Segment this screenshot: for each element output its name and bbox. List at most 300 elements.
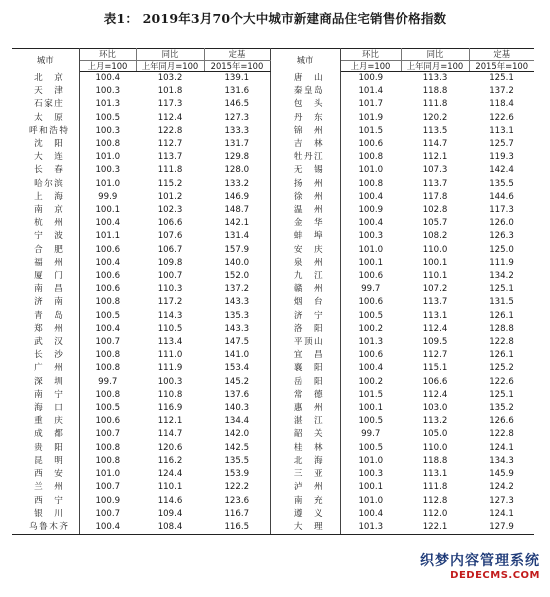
huanbi-cell-right: 100.9 xyxy=(358,205,384,216)
dingji-cell-left: 116.7 xyxy=(204,508,270,521)
tongbi-cell-left: 110.8 xyxy=(157,389,183,400)
table-row xyxy=(12,336,534,349)
table-row xyxy=(12,112,534,125)
table-row xyxy=(12,178,534,191)
huanbi-cell-right: 99.7 xyxy=(361,429,381,440)
city-name-cell-right: 吉 林 xyxy=(270,138,340,151)
table-row xyxy=(12,455,534,468)
table-row xyxy=(12,415,534,428)
tongbi-cell-left: 115.2 xyxy=(157,178,183,189)
city-name-cell-right: 洛 阳 xyxy=(270,323,340,336)
huanbi-cell-left: 100.8 xyxy=(95,455,121,466)
city-name-cell-left: 福 州 xyxy=(12,257,79,270)
dingji-cell-right: 124.1 xyxy=(489,508,514,519)
table-row xyxy=(12,376,534,389)
table-row xyxy=(12,257,534,270)
table-body xyxy=(12,72,534,535)
dingji-cell-right: 134.2 xyxy=(489,271,514,282)
city-name-cell-left: 兰 州 xyxy=(12,481,79,494)
dingji-cell-right: 119.3 xyxy=(489,152,514,163)
huanbi-cell-left: 100.7 xyxy=(95,429,121,440)
huanbi-cell-right: 101.0 xyxy=(358,495,384,506)
table-row xyxy=(12,442,534,455)
tongbi-cell-right: 112.8 xyxy=(422,495,448,506)
dingji-cell-left: 146.5 xyxy=(204,98,270,111)
dingji-cell-left: 131.7 xyxy=(204,138,270,151)
dingji-header-right: 定基 xyxy=(469,49,534,61)
tongbi-cell-right: 108.2 xyxy=(422,231,448,242)
city-name-cell-left: 银 川 xyxy=(12,508,79,521)
tongbi-cell-right: 112.4 xyxy=(422,389,448,400)
tongbi-cell-left: 100.7 xyxy=(157,271,183,282)
huanbi-cell-right: 100.6 xyxy=(358,297,384,308)
dingji-cell-left: 139.1 xyxy=(204,72,270,86)
city-name-cell-right: 蚌 埠 xyxy=(270,230,340,243)
huanbi-cell-right: 100.2 xyxy=(358,376,384,387)
dingji-cell-right: 128.8 xyxy=(489,323,514,334)
huanbi-cell-right: 100.6 xyxy=(358,271,384,282)
huanbi-cell-right: 101.0 xyxy=(358,165,384,176)
dingji-cell-right: 126.6 xyxy=(489,416,514,427)
city-name-cell-right: 九 江 xyxy=(270,270,340,283)
huanbi-cell-left: 100.8 xyxy=(95,297,121,308)
city-name-cell-left: 海 口 xyxy=(12,402,79,415)
huanbi-cell-left: 100.6 xyxy=(95,244,121,255)
tongbi-cell-left: 116.9 xyxy=(157,403,183,414)
dingji-cell-left: 131.6 xyxy=(204,85,270,98)
huanbi-cell-left: 100.3 xyxy=(95,165,121,176)
dingji-cell-left: 147.5 xyxy=(204,336,270,349)
dingji-cell-right: 125.1 xyxy=(489,73,514,83)
dingji-cell-left: 127.3 xyxy=(204,112,270,125)
huanbi-cell-right: 100.9 xyxy=(358,73,384,83)
table-row xyxy=(12,481,534,494)
tongbi-cell-right: 110.0 xyxy=(422,244,448,255)
tongbi-cell-right: 112.4 xyxy=(422,323,448,334)
dingji-header-left: 定基 xyxy=(204,49,270,61)
tongbi-cell-right: 113.7 xyxy=(422,297,448,308)
huanbi-cell-right: 100.5 xyxy=(358,416,384,427)
huanbi-cell-right: 99.7 xyxy=(361,284,381,295)
dingji-sub-right: 2015年=100 xyxy=(469,61,534,72)
huanbi-cell-left: 100.5 xyxy=(95,310,121,321)
city-name-cell-right: 南 充 xyxy=(270,495,340,508)
tongbi-cell-right: 112.1 xyxy=(422,152,448,163)
huanbi-cell-left: 100.7 xyxy=(95,337,121,348)
dingji-cell-right: 144.6 xyxy=(489,191,514,202)
tongbi-cell-left: 106.6 xyxy=(157,218,183,229)
city-name-cell-right: 唐 山 xyxy=(270,72,340,86)
watermark-title: 织梦内容管理系统 xyxy=(420,553,540,569)
city-name-cell-left: 重 庆 xyxy=(12,415,79,428)
table-row xyxy=(12,230,534,243)
huanbi-cell-left: 100.4 xyxy=(79,521,136,535)
dingji-cell-left: 140.3 xyxy=(204,402,270,415)
tongbi-cell-left: 110.5 xyxy=(157,323,183,334)
dingji-cell-right: 125.1 xyxy=(489,389,514,400)
city-name-cell-right: 烟 台 xyxy=(270,296,340,309)
dingji-cell-left: 157.9 xyxy=(204,244,270,257)
city-name-cell-left: 大 连 xyxy=(12,151,79,164)
dingji-cell-right: 145.9 xyxy=(489,469,514,480)
huanbi-cell-right: 101.3 xyxy=(340,521,401,535)
tongbi-cell-left: 117.2 xyxy=(157,297,183,308)
tongbi-cell-left: 102.3 xyxy=(157,205,183,216)
table-row xyxy=(12,191,534,204)
table-row xyxy=(12,389,534,402)
dingji-cell-left: 137.2 xyxy=(204,283,270,296)
tongbi-cell-left: 116.2 xyxy=(157,455,183,466)
huanbi-cell-right: 100.4 xyxy=(358,363,384,374)
huanbi-cell-left: 100.3 xyxy=(95,86,121,97)
dingji-cell-left: 137.6 xyxy=(204,389,270,402)
huanbi-cell-left: 101.3 xyxy=(95,99,121,110)
huanbi-cell-right: 100.4 xyxy=(358,508,384,519)
huanbi-cell-right: 101.0 xyxy=(358,244,384,255)
city-name-cell-left: 青 岛 xyxy=(12,310,79,323)
tongbi-cell-left: 107.6 xyxy=(157,231,183,242)
tongbi-cell-right: 114.7 xyxy=(422,139,448,150)
huanbi-cell-left: 100.6 xyxy=(95,271,121,282)
huanbi-cell-left: 101.0 xyxy=(95,178,121,189)
tongbi-cell-right: 113.1 xyxy=(422,310,448,321)
city-name-cell-right: 秦皇岛 xyxy=(270,85,340,98)
tongbi-cell-left: 111.9 xyxy=(157,363,183,374)
table-row xyxy=(12,138,534,151)
huanbi-cell-right: 101.7 xyxy=(358,99,384,110)
dingji-cell-right: 124.1 xyxy=(489,442,514,453)
dingji-cell-right: 126.3 xyxy=(489,231,514,242)
huanbi-cell-left: 100.8 xyxy=(95,350,121,361)
city-name-cell-left: 贵 阳 xyxy=(12,442,79,455)
huanbi-cell-left: 100.9 xyxy=(95,495,121,506)
dingji-cell-left: 133.3 xyxy=(204,125,270,138)
city-name-cell-right: 三 亚 xyxy=(270,468,340,481)
tongbi-cell-right: 107.3 xyxy=(422,165,448,176)
city-name-cell-left: 上 海 xyxy=(12,191,79,204)
tongbi-cell-right: 110.1 xyxy=(422,271,448,282)
huanbi-cell-right: 101.0 xyxy=(358,455,384,466)
huanbi-cell-left: 100.6 xyxy=(95,416,121,427)
city-name-cell-left: 济 南 xyxy=(12,296,79,309)
tongbi-cell-right: 107.2 xyxy=(422,284,448,295)
huanbi-cell-left: 100.7 xyxy=(95,482,121,493)
tongbi-cell-left: 117.3 xyxy=(157,99,183,110)
dingji-cell-right: 142.4 xyxy=(489,165,514,176)
tongbi-sub-right: 上年同月=100 xyxy=(401,61,469,72)
table-row xyxy=(12,402,534,415)
city-name-cell-left: 太 原 xyxy=(12,112,79,125)
tongbi-header-left: 同比 xyxy=(136,49,204,61)
huanbi-cell-left: 100.8 xyxy=(95,139,121,150)
tongbi-cell-left: 101.2 xyxy=(157,191,183,202)
table-row xyxy=(12,217,534,230)
table-title: 表1： 2019年3月70个大中城市新建商品住宅销售价格指数 xyxy=(103,11,447,26)
dingji-cell-left: 134.4 xyxy=(204,415,270,428)
huanbi-cell-right: 100.8 xyxy=(358,178,384,189)
huanbi-sub-left: 上月=100 xyxy=(79,61,136,72)
city-name-cell-left: 石家庄 xyxy=(12,98,79,111)
city-name-cell-right: 宜 昌 xyxy=(270,349,340,362)
table-row xyxy=(12,85,534,98)
city-name-cell-right: 韶 关 xyxy=(270,428,340,441)
city-name-cell-left: 深 圳 xyxy=(12,376,79,389)
city-name-cell-right: 扬 州 xyxy=(270,178,340,191)
tongbi-cell-left: 106.7 xyxy=(157,244,183,255)
tongbi-cell-left: 114.3 xyxy=(157,310,183,321)
tongbi-cell-right: 109.5 xyxy=(422,337,448,348)
city-name-cell-left: 天 津 xyxy=(12,85,79,98)
tongbi-cell-right: 120.2 xyxy=(422,112,448,123)
table-row xyxy=(12,98,534,111)
dingji-cell-left: 116.5 xyxy=(204,521,270,535)
city-name-cell-right: 泸 州 xyxy=(270,481,340,494)
city-name-cell-left: 沈 阳 xyxy=(12,138,79,151)
tongbi-cell-right: 118.8 xyxy=(422,455,448,466)
tongbi-cell-right: 117.8 xyxy=(422,191,448,202)
table-row xyxy=(12,468,534,481)
city-name-cell-left: 合 肥 xyxy=(12,244,79,257)
tongbi-cell-right: 100.1 xyxy=(422,257,448,268)
huanbi-header-left: 环比 xyxy=(79,49,136,61)
tongbi-cell-right: 113.5 xyxy=(422,125,448,136)
huanbi-cell-right: 100.1 xyxy=(358,403,384,414)
dingji-cell-left: 133.2 xyxy=(204,178,270,191)
dingji-cell-left: 122.2 xyxy=(204,481,270,494)
tongbi-cell-right: 103.0 xyxy=(422,403,448,414)
tongbi-cell-left: 109.4 xyxy=(157,508,183,519)
table-row xyxy=(12,349,534,362)
tongbi-cell-right: 113.3 xyxy=(422,73,448,83)
huanbi-cell-right: 101.9 xyxy=(358,112,384,123)
table-row xyxy=(12,125,534,138)
city-name-cell-left: 西 安 xyxy=(12,468,79,481)
dingji-cell-left: 129.8 xyxy=(204,151,270,164)
city-name-cell-right: 惠 州 xyxy=(270,402,340,415)
huanbi-cell-left: 100.4 xyxy=(95,73,121,83)
city-name-cell-left: 长 春 xyxy=(12,164,79,177)
table-row xyxy=(12,270,534,283)
city-name-cell-right: 北 海 xyxy=(270,455,340,468)
huanbi-cell-left: 100.3 xyxy=(95,125,121,136)
city-name-cell-right: 牡丹江 xyxy=(270,151,340,164)
table-row xyxy=(12,151,534,164)
dingji-cell-right: 127.3 xyxy=(489,495,514,506)
huanbi-sub-right: 上月=100 xyxy=(340,61,401,72)
dingji-cell-left: 135.3 xyxy=(204,310,270,323)
huanbi-cell-left: 100.8 xyxy=(95,389,121,400)
huanbi-cell-right: 100.6 xyxy=(358,350,384,361)
table-row xyxy=(12,495,534,508)
huanbi-cell-right: 100.5 xyxy=(358,310,384,321)
tongbi-cell-right: 113.7 xyxy=(422,178,448,189)
huanbi-cell-right: 100.4 xyxy=(358,218,384,229)
city-name-cell-right: 安 庆 xyxy=(270,244,340,257)
dingji-cell-right: 122.6 xyxy=(489,376,514,387)
dingji-cell-right: 131.5 xyxy=(489,297,514,308)
dingji-cell-left: 131.4 xyxy=(204,230,270,243)
city-name-cell-left: 哈尔滨 xyxy=(12,178,79,191)
tongbi-cell-left: 101.8 xyxy=(157,86,183,97)
huanbi-cell-left: 100.8 xyxy=(95,363,121,374)
huanbi-cell-right: 100.5 xyxy=(358,442,384,453)
dingji-cell-left: 148.7 xyxy=(204,204,270,217)
tongbi-cell-right: 118.8 xyxy=(422,86,448,97)
table-row xyxy=(12,323,534,336)
table-row xyxy=(12,310,534,323)
watermark-domain: DEDECMS.COM xyxy=(450,570,540,581)
price-index-table xyxy=(12,48,534,535)
tongbi-cell-left: 112.1 xyxy=(157,416,183,427)
huanbi-cell-right: 100.3 xyxy=(358,231,384,242)
tongbi-cell-left: 114.6 xyxy=(157,495,183,506)
huanbi-cell-right: 100.6 xyxy=(358,139,384,150)
city-name-cell-right: 大 理 xyxy=(270,521,340,535)
city-name-cell-right: 徐 州 xyxy=(270,191,340,204)
tongbi-cell-left: 111.8 xyxy=(157,165,183,176)
tongbi-cell-right: 111.8 xyxy=(422,482,448,493)
huanbi-cell-left: 100.5 xyxy=(95,403,121,414)
huanbi-cell-left: 101.0 xyxy=(95,152,121,163)
huanbi-cell-left: 100.4 xyxy=(95,218,121,229)
tongbi-cell-right: 105.7 xyxy=(422,218,448,229)
dingji-cell-left: 123.6 xyxy=(204,495,270,508)
city-name-cell-left: 广 州 xyxy=(12,362,79,375)
dingji-cell-right: 137.2 xyxy=(489,86,514,97)
city-name-cell-left: 宁 波 xyxy=(12,230,79,243)
city-name-cell-right: 襄 阳 xyxy=(270,362,340,375)
tongbi-cell-right: 113.2 xyxy=(422,416,448,427)
city-name-cell-left: 南 昌 xyxy=(12,283,79,296)
table-row xyxy=(12,204,534,217)
dingji-cell-left: 145.2 xyxy=(204,376,270,389)
tongbi-cell-left: 113.7 xyxy=(157,152,183,163)
city-name-cell-left: 乌鲁木齐 xyxy=(12,521,79,535)
city-name-cell-right: 赣 州 xyxy=(270,283,340,296)
dingji-cell-right: 117.3 xyxy=(489,205,514,216)
tongbi-cell-right: 122.1 xyxy=(401,521,469,535)
tongbi-cell-left: 113.4 xyxy=(157,337,183,348)
city-name-cell-left: 昆 明 xyxy=(12,455,79,468)
table-row xyxy=(12,296,534,309)
city-name-cell-left: 郑 州 xyxy=(12,323,79,336)
huanbi-cell-left: 100.4 xyxy=(95,257,121,268)
city-name-cell-left: 成 都 xyxy=(12,428,79,441)
tongbi-cell-left: 124.4 xyxy=(157,469,183,480)
huanbi-cell-right: 101.3 xyxy=(358,337,384,348)
huanbi-cell-right: 100.8 xyxy=(358,152,384,163)
tongbi-cell-right: 102.8 xyxy=(422,205,448,216)
tongbi-cell-left: 114.7 xyxy=(157,429,183,440)
dingji-cell-right: 122.6 xyxy=(489,112,514,123)
huanbi-cell-left: 100.6 xyxy=(95,284,121,295)
table-row xyxy=(12,283,534,296)
city-name-cell-left: 厦 门 xyxy=(12,270,79,283)
table-row xyxy=(12,244,534,257)
dingji-cell-right: 125.0 xyxy=(489,244,514,255)
city-name-cell-right: 金 华 xyxy=(270,217,340,230)
dingji-cell-right: 118.4 xyxy=(489,99,514,110)
dingji-cell-right: 125.1 xyxy=(489,284,514,295)
city-name-cell-left: 武 汉 xyxy=(12,336,79,349)
dingji-cell-left: 153.9 xyxy=(204,468,270,481)
city-name-cell-right: 岳 阳 xyxy=(270,376,340,389)
city-name-cell-right: 济 宁 xyxy=(270,310,340,323)
table-row xyxy=(12,362,534,375)
table-row xyxy=(12,72,534,86)
dingji-cell-left: 142.5 xyxy=(204,442,270,455)
huanbi-cell-right: 100.1 xyxy=(358,482,384,493)
dingji-cell-right: 126.1 xyxy=(489,310,514,321)
huanbi-header-right: 环比 xyxy=(340,49,401,61)
dingji-cell-left: 143.3 xyxy=(204,296,270,309)
tongbi-cell-left: 112.4 xyxy=(157,112,183,123)
city-name-cell-left: 西 宁 xyxy=(12,495,79,508)
tongbi-cell-left: 122.8 xyxy=(157,125,183,136)
watermark xyxy=(416,549,544,583)
dingji-cell-left: 128.0 xyxy=(204,164,270,177)
dingji-cell-left: 143.3 xyxy=(204,323,270,336)
tongbi-cell-left: 120.6 xyxy=(157,442,183,453)
dingji-cell-left: 152.0 xyxy=(204,270,270,283)
dingji-cell-right: 111.9 xyxy=(489,257,514,268)
dingji-cell-right: 135.5 xyxy=(489,178,514,189)
city-name-cell-right: 丹 东 xyxy=(270,112,340,125)
dingji-cell-left: 135.5 xyxy=(204,455,270,468)
tongbi-cell-left: 112.7 xyxy=(157,139,183,150)
dingji-cell-right: 124.2 xyxy=(489,482,514,493)
tongbi-cell-right: 111.8 xyxy=(422,99,448,110)
huanbi-cell-left: 100.8 xyxy=(95,442,121,453)
dingji-cell-right: 122.8 xyxy=(489,337,514,348)
city-header-left: 城市 xyxy=(12,49,79,72)
table-row xyxy=(12,521,534,535)
dingji-cell-left: 146.9 xyxy=(204,191,270,204)
dingji-cell-right: 134.3 xyxy=(489,455,514,466)
city-name-cell-right: 常 德 xyxy=(270,389,340,402)
dingji-cell-left: 140.0 xyxy=(204,257,270,270)
table-header xyxy=(12,49,534,72)
dingji-cell-right: 125.2 xyxy=(489,363,514,374)
city-name-cell-right: 泉 州 xyxy=(270,257,340,270)
tongbi-cell-left: 109.8 xyxy=(157,257,183,268)
tongbi-cell-left: 100.3 xyxy=(157,376,183,387)
tongbi-cell-right: 105.0 xyxy=(422,429,448,440)
dingji-cell-left: 153.4 xyxy=(204,362,270,375)
huanbi-cell-right: 100.1 xyxy=(358,257,384,268)
city-name-cell-left: 长 沙 xyxy=(12,349,79,362)
city-name-cell-right: 平顶山 xyxy=(270,336,340,349)
dingji-cell-left: 142.0 xyxy=(204,428,270,441)
dingji-cell-right: 126.1 xyxy=(489,350,514,361)
tongbi-cell-left: 108.4 xyxy=(136,521,204,535)
huanbi-cell-right: 101.5 xyxy=(358,125,384,136)
city-name-cell-left: 南 京 xyxy=(12,204,79,217)
tongbi-cell-right: 112.7 xyxy=(422,350,448,361)
dingji-cell-right: 125.7 xyxy=(489,139,514,150)
huanbi-cell-left: 99.7 xyxy=(98,376,118,387)
tongbi-cell-right: 110.0 xyxy=(422,442,448,453)
city-name-cell-right: 桂 林 xyxy=(270,442,340,455)
huanbi-cell-left: 101.1 xyxy=(95,231,121,242)
huanbi-cell-left: 100.4 xyxy=(95,323,121,334)
huanbi-cell-left: 100.7 xyxy=(95,508,121,519)
city-name-cell-left: 北 京 xyxy=(12,72,79,86)
huanbi-cell-right: 100.2 xyxy=(358,323,384,334)
huanbi-cell-right: 100.4 xyxy=(358,191,384,202)
table-row xyxy=(12,508,534,521)
tongbi-cell-right: 106.6 xyxy=(422,376,448,387)
